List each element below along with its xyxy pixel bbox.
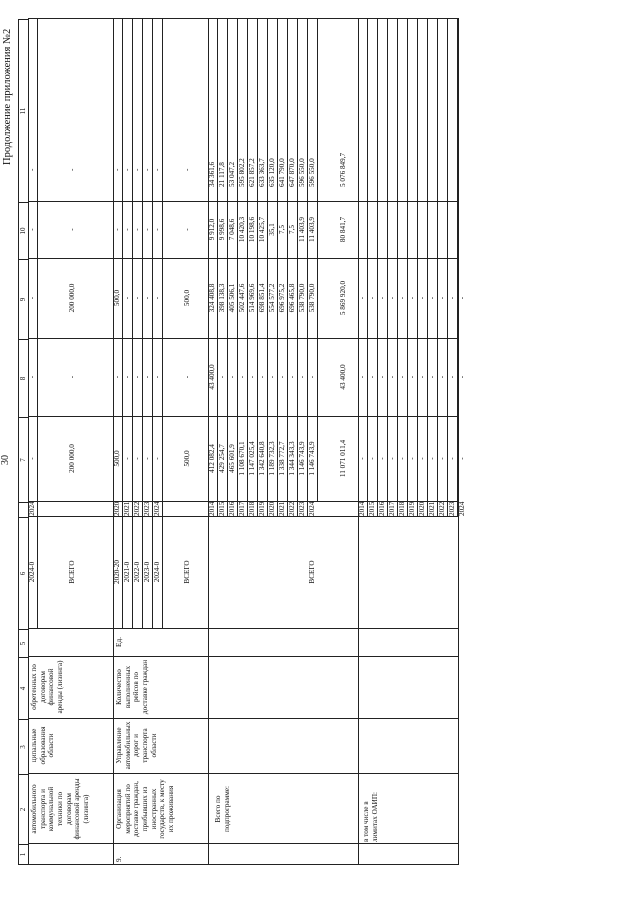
block-d-c10 — [457, 201, 467, 258]
block-c-c8: 43 400,0 — [208, 364, 216, 390]
block-b-unit-cell — [113, 628, 208, 657]
block-c-c8: - — [257, 338, 267, 416]
block-d-c10 — [397, 201, 407, 258]
block-c-c8: - — [277, 338, 287, 416]
block-d-c9: - — [427, 258, 437, 338]
block-a-c9-total: 200 000,0 — [68, 283, 76, 313]
block-c-year: 2018 — [248, 501, 256, 516]
block-c-year: 2024 — [308, 501, 316, 516]
block-c-label: Всего по подпрограмме: — [214, 786, 231, 832]
block-a-measure-name: автомобильного транспорта и коммунальной техники по договорам финансовой аренды (лизинга) — [30, 778, 90, 840]
block-d-c7: - — [397, 416, 407, 501]
block-c-c7: 1 338 772,7 — [277, 416, 287, 501]
block-d-c8: - — [397, 338, 407, 416]
block-b-col10-cell — [113, 201, 208, 259]
block-c-c9: 514 969,6 — [247, 258, 257, 338]
block-b-c8: - — [122, 338, 132, 416]
block-c-c8: - — [237, 338, 247, 416]
block-d-c8: - — [358, 375, 366, 379]
col-header-4: 4 — [19, 658, 29, 720]
block-c-col11-cell — [208, 18, 358, 202]
block-c-c8: - — [217, 338, 227, 416]
block-d-c11 — [387, 18, 397, 201]
block-c-c8-total: 43 400,0 — [317, 338, 368, 416]
block-b-c7-total: 500,0 — [162, 416, 211, 501]
block-c-c7: 1 342 640,8 — [257, 416, 267, 501]
block-a-c11-total: - — [68, 168, 76, 171]
block-a-col10-cell — [28, 201, 113, 259]
block-b-year: 2023 — [143, 501, 151, 516]
block-c-c11: 596 550,0 — [307, 18, 317, 201]
block-c-c9: 398 138,3 — [217, 258, 227, 338]
block-b-year: 2021 — [123, 501, 131, 516]
page-number: 30 — [0, 455, 11, 465]
block-d-c8: - — [417, 338, 427, 416]
col-header-9: 9 — [19, 260, 29, 340]
block-d-c10 — [447, 201, 457, 258]
block-b-c11: - — [113, 168, 121, 171]
block-c-c9: 324 408,8 — [208, 283, 216, 313]
block-d-year-cell — [358, 501, 466, 517]
block-c-c10: 9 998,6 — [217, 201, 227, 258]
block-d-c11 — [417, 18, 427, 201]
block-c-c7: 1 344 343,3 — [287, 416, 297, 501]
block-d-c11 — [367, 18, 377, 201]
block-d-c7: - — [417, 416, 427, 501]
block-b-num: 9. — [115, 856, 123, 862]
block-c-c11-total: 5 076 849,7 — [317, 18, 368, 201]
block-d-c9: - — [387, 258, 397, 338]
block-c-c9: 405 506,1 — [227, 258, 237, 338]
block-a-year-cell — [28, 501, 113, 517]
block-d-c11 — [407, 18, 417, 201]
block-b-c10: - — [152, 201, 162, 258]
block-c-c10: 35,1 — [267, 201, 277, 258]
block-a-col6-cell — [28, 516, 113, 629]
block-d-year: 2015 — [368, 501, 376, 516]
block-a-c11-year: - — [28, 18, 38, 201]
block-b-c9: - — [142, 258, 152, 338]
block-c-c7: 1 146 743,9 — [307, 416, 317, 501]
col-header-year — [19, 503, 29, 518]
block-d-c7: - — [407, 416, 417, 501]
block-c-year: 2017 — [238, 501, 246, 516]
block-d-year: 2016 — [378, 501, 386, 516]
col-header-11: 11 — [19, 20, 29, 203]
block-b-c7: - — [122, 416, 132, 501]
block-d-year: 2021 — [428, 501, 436, 516]
block-c-c9: 538 790,0 — [307, 258, 317, 338]
block-c-c11: 595 802,2 — [237, 18, 247, 201]
block-b-c10: - — [132, 201, 142, 258]
block-b — [113, 18, 209, 865]
block-d-col8-cell — [358, 338, 466, 417]
block-c-c8: - — [297, 338, 307, 416]
block-d-c9: - — [367, 258, 377, 338]
block-b-col3-cell — [113, 718, 208, 774]
block-c-c7: 1 147 025,4 — [247, 416, 257, 501]
block-b-c7: 500,0 — [113, 450, 121, 467]
block-d-c9: - — [407, 258, 417, 338]
block-b-c7: - — [142, 416, 152, 501]
block-c-c10: 11 403,9 — [307, 201, 317, 258]
block-b-year: 2022 — [133, 501, 141, 516]
block-c-col7-cell — [208, 416, 358, 502]
block-a-total-label: ВСЕГО — [68, 560, 76, 584]
block-a-c10-total: - — [68, 228, 76, 231]
block-c-c9-total: 5 869 920,0 — [317, 258, 368, 338]
block-c-c11: 21 117,8 — [217, 18, 227, 201]
block-c-c7: 429 254,7 — [217, 416, 227, 501]
block-d-c9: - — [447, 258, 457, 338]
block-b-col8-cell — [113, 338, 208, 417]
block-d-col7-cell — [358, 416, 466, 502]
block-b-executor: Управление автомобильных дорог и транспорта области — [115, 721, 158, 770]
block-c-c7: 465 601,9 — [227, 416, 237, 501]
block-a-c7-total: 200 000,0 — [68, 444, 76, 473]
block-a-c10-year: - — [28, 201, 38, 258]
block-c-c7: 1 189 732,3 — [267, 416, 277, 501]
col-header-7: 7 — [19, 418, 29, 503]
block-c-col8-cell — [208, 338, 358, 417]
block-c-year: 2014 — [208, 501, 216, 516]
block-d-c11 — [447, 18, 457, 201]
block-c-c9: 698 851,4 — [257, 258, 267, 338]
block-d-c7: - — [358, 457, 366, 460]
block-a-col3-cell — [28, 718, 113, 774]
block-c-col10-cell — [208, 201, 358, 259]
block-b-year-blank — [162, 501, 211, 516]
block-d-c10 — [417, 201, 427, 258]
block-d-col6-cell — [358, 516, 458, 629]
block-b-period: 2024-0 — [152, 516, 162, 628]
block-a-col8-cell — [28, 338, 113, 417]
block-d-c7: - — [367, 416, 377, 501]
block-b-period: 2023-0 — [142, 516, 152, 628]
block-b-year: 2020 — [113, 501, 121, 516]
block-d-col11-cell — [358, 18, 458, 202]
block-b-unit: Ед. — [115, 637, 123, 647]
block-b-period: 2020-20 — [113, 560, 121, 584]
block-d-c9: - — [457, 258, 467, 338]
block-c-c11: 53 047,2 — [227, 18, 237, 201]
block-d-c8: - — [367, 338, 377, 416]
block-b-c8: - — [152, 338, 162, 416]
block-d-c11 — [457, 18, 467, 201]
block-c-c8: - — [267, 338, 277, 416]
block-a-col9-cell — [28, 258, 113, 339]
block-d-c9: - — [377, 258, 387, 338]
block-d-year: 2019 — [408, 501, 416, 516]
block-c-year: 2020 — [268, 501, 276, 516]
block-b-c11: - — [152, 18, 162, 201]
block-c-c11: 596 550,0 — [297, 18, 307, 201]
block-c-c8: - — [247, 338, 257, 416]
block-b-col7-cell — [113, 416, 208, 502]
block-d-c10 — [377, 201, 387, 258]
block-c-c8: - — [307, 338, 317, 416]
block-d-c7: - — [377, 416, 387, 501]
block-c-c7: 1 108 670,1 — [237, 416, 247, 501]
block-c-c9: 696 975,2 — [277, 258, 287, 338]
block-a-executor: ципальные образования области — [30, 726, 56, 765]
block-a-indicator: обретенных по договорам финансовой аренды (лизинга) — [30, 660, 64, 714]
block-b-col11-cell — [113, 18, 208, 202]
block-d-c10 — [358, 201, 367, 258]
block-c-c7: 412 082,4 — [208, 444, 216, 473]
block-d-c10 — [427, 201, 437, 258]
block-d-c8: - — [457, 338, 467, 416]
block-c-c11: 647 870,0 — [287, 18, 297, 201]
block-d-c7: - — [447, 416, 457, 501]
block-d-c11 — [427, 18, 437, 201]
block-c-year: 2022 — [288, 501, 296, 516]
block-c-year: 2016 — [228, 501, 236, 516]
block-d-year: 2017 — [388, 501, 396, 516]
block-b-c11-total: - — [162, 18, 211, 201]
block-d — [358, 18, 466, 865]
block-c-c10: 7,5 — [287, 201, 297, 258]
block-c-year: 2015 — [218, 501, 226, 516]
block-c-c8: - — [227, 338, 237, 416]
block-a-period: 2024-0 — [28, 516, 38, 628]
block-c-c10: 7 048,6 — [227, 201, 237, 258]
block-b-c7: - — [132, 416, 142, 501]
block-c-col4-cell — [208, 656, 358, 719]
block-d-col10-cell — [358, 201, 458, 259]
block-a-c7-year: - — [28, 416, 38, 501]
block-d-year: 2023 — [448, 501, 456, 516]
block-c-col9-cell — [208, 258, 358, 339]
block-d-c8: - — [427, 338, 437, 416]
block-c-c9: 554 577,2 — [267, 258, 277, 338]
block-a-col11-cell — [28, 18, 113, 202]
block-c-c8: - — [287, 338, 297, 416]
block-b-c8: - — [113, 375, 121, 379]
block-c-c11: 34 361,6 — [208, 161, 216, 187]
block-b-num-cell — [113, 843, 208, 864]
block-b-c9: - — [152, 258, 162, 338]
block-c-c10: 11 403,9 — [297, 201, 307, 258]
block-c-c10: 7,5 — [277, 201, 287, 258]
block-d-c9: - — [397, 258, 407, 338]
block-b-c10: - — [142, 201, 152, 258]
block-b-year: 2024 — [153, 501, 161, 516]
block-b-c10: - — [122, 201, 132, 258]
block-c-year-cell — [208, 501, 358, 517]
block-c-c11: 621 857,2 — [247, 18, 257, 201]
block-b-c11: - — [142, 18, 152, 201]
block-c-c9: 502 447,6 — [237, 258, 247, 338]
block-a-year: 2024 — [28, 501, 36, 516]
col-header-5: 5 — [19, 630, 29, 658]
block-c-total-label: ВСЕГО — [308, 560, 316, 584]
block-b-total-label: ВСЕГО — [162, 516, 211, 628]
block-b-period: 2022-0 — [132, 516, 142, 628]
block-a-c8-year: - — [28, 338, 38, 416]
block-c-year: 2021 — [278, 501, 286, 516]
block-d-year: 2014 — [358, 501, 366, 516]
block-a-c8-total: - — [68, 375, 76, 379]
col-header-2: 2 — [19, 775, 29, 845]
block-b-c7: - — [152, 416, 162, 501]
block-c-c10-total: 80 841,7 — [317, 201, 368, 258]
block-d-c11 — [397, 18, 407, 201]
appendix-caption: Продолжение приложения №2 — [2, 28, 13, 165]
block-b-c8-total: - — [162, 338, 211, 416]
block-d-unit-cell — [358, 628, 458, 657]
block-d-num-cell — [358, 843, 458, 864]
block-c-unit-cell — [208, 628, 358, 657]
block-d-col9-cell — [358, 258, 466, 339]
block-c-c10: 10 198,6 — [247, 201, 257, 258]
block-d-c7: - — [387, 416, 397, 501]
block-c — [208, 18, 359, 865]
block-b-year-cell — [113, 501, 208, 517]
block-c-c7-total: 11 071 011,4 — [317, 416, 368, 501]
block-c-year: 2019 — [258, 501, 266, 516]
block-b-c9: - — [122, 258, 132, 338]
block-c-c9: 696 465,8 — [287, 258, 297, 338]
block-d-year: 2018 — [398, 501, 406, 516]
block-b-c9-total: 500,0 — [162, 258, 211, 338]
block-b-col4-cell — [113, 656, 208, 719]
block-d-c11 — [377, 18, 387, 201]
block-c-year: 2023 — [298, 501, 306, 516]
block-d-col4-cell — [358, 656, 458, 719]
block-b-c9: 500,0 — [113, 289, 121, 307]
block-b-indicator: Количество выполненных рейсов по доставке граждан — [115, 659, 149, 715]
block-d-c8: - — [447, 338, 457, 416]
block-b-c10-total: - — [162, 201, 211, 258]
block-d-c11 — [358, 18, 367, 201]
block-a-num — [28, 843, 113, 864]
block-c-c10: 10 425,7 — [257, 201, 267, 258]
block-b-c10: - — [113, 228, 121, 231]
col-header-3: 3 — [19, 720, 29, 775]
block-b-c11: - — [132, 18, 142, 201]
block-d-c8: - — [377, 338, 387, 416]
block-c-num-cell — [208, 843, 358, 864]
block-c-c11: 635 120,0 — [267, 18, 277, 201]
block-d-c9: - — [358, 296, 366, 300]
block-a-col4-cell — [28, 656, 113, 719]
block-b-c8: - — [142, 338, 152, 416]
block-d-year: 2020 — [418, 501, 426, 516]
block-a-unit-cell — [28, 628, 113, 657]
block-c-col3-cell — [208, 718, 358, 774]
block-d-c10 — [367, 201, 377, 258]
col-header-8: 8 — [19, 340, 29, 418]
block-d-year: 2022 — [438, 501, 446, 516]
block-d-c8: - — [387, 338, 397, 416]
block-d-c10 — [407, 201, 417, 258]
block-d-year: 2024 — [458, 501, 466, 516]
block-c-c10: 9 912,0 — [208, 218, 216, 241]
block-c-c7: 1 146 743,9 — [297, 416, 307, 501]
block-d-c11 — [437, 18, 447, 201]
block-d-c7: - — [457, 416, 467, 501]
block-d-col3-cell — [358, 718, 458, 774]
block-b-col6-cell — [113, 516, 208, 629]
block-a-col7-cell — [28, 416, 113, 502]
block-b-measure-name: Организация мероприятий по доставке граждан, прибывших из иностранных государств, к месту их проживания — [115, 779, 175, 839]
block-c-c11: 633 363,7 — [257, 18, 267, 201]
block-d-label: в том числе в лимитах ОАИП: — [362, 791, 379, 842]
block-d-c9: - — [437, 258, 447, 338]
block-d-c7: - — [427, 416, 437, 501]
block-b-col9-cell — [113, 258, 208, 339]
block-c-c11: 641 790,0 — [277, 18, 287, 201]
block-c-c9: 538 790,0 — [297, 258, 307, 338]
col-header-1: 1 — [19, 845, 29, 865]
col-header-10: 10 — [19, 203, 29, 260]
block-b-period: 2021-0 — [122, 516, 132, 628]
block-a-c9-year: - — [28, 258, 38, 338]
block-d-c7: - — [437, 416, 447, 501]
block-c-c10: 10 420,3 — [237, 201, 247, 258]
header-row — [19, 20, 29, 865]
block-d-c10 — [437, 201, 447, 258]
block-d-c9: - — [417, 258, 427, 338]
block-d-c8: - — [407, 338, 417, 416]
block-a — [28, 18, 114, 865]
block-b-c8: - — [132, 338, 142, 416]
block-c-col6-cell — [208, 516, 358, 629]
block-d-c8: - — [437, 338, 447, 416]
block-b-c11: - — [122, 18, 132, 201]
block-b-c9: - — [132, 258, 142, 338]
block-d-c10 — [387, 201, 397, 258]
col-header-6: 6 — [19, 518, 29, 630]
